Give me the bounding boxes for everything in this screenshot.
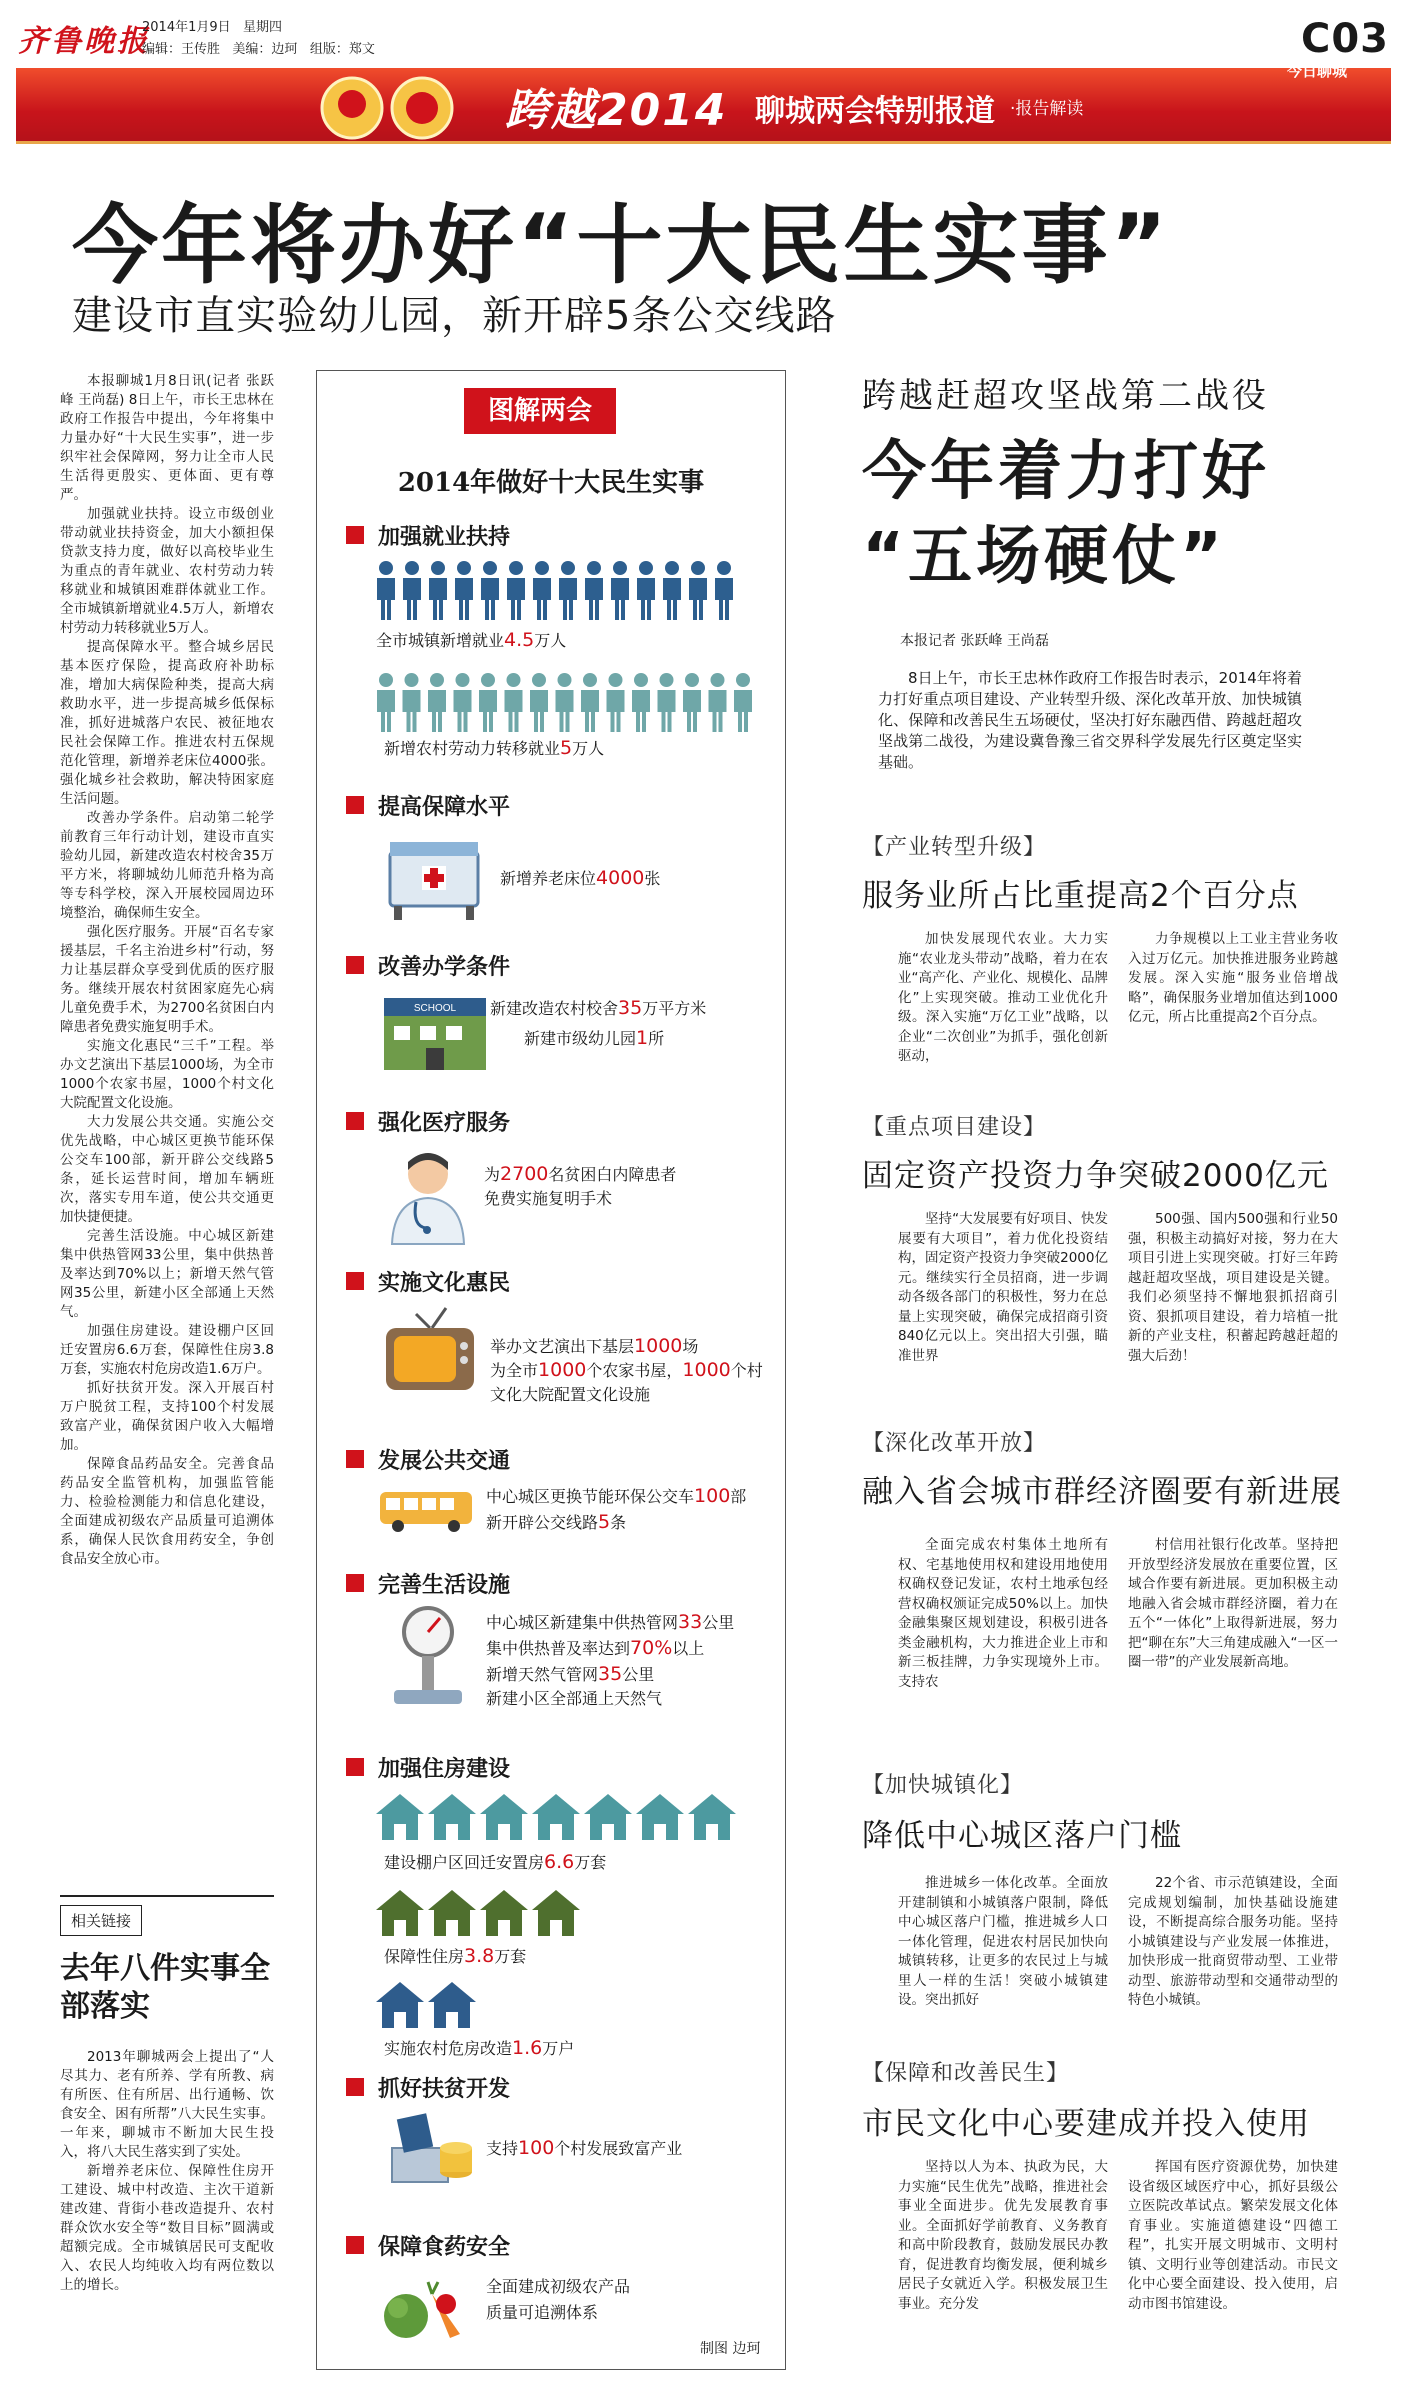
masthead-logo: 齐鲁晚报 bbox=[18, 24, 150, 59]
infographic-item: 为2700名贫困白内障患者 bbox=[484, 1163, 677, 1185]
person-icon bbox=[530, 673, 548, 732]
section-col: 挥国有医疗资源优势，加快建设省级区域医疗中心，抓好县级公立医院改革试点。繁荣发展文化体育事业。实施道德建设“四德工程”，扎实开展文明城市、文明村镇、文明行业等创建活动。市民文化中心要全面建设、投入使用，启动市图书馆建设。 bbox=[1128, 2159, 1338, 2312]
right-title-line1: 今年着力打好 bbox=[862, 435, 1270, 509]
infographic-section-title: 强化医疗服务 bbox=[346, 1106, 510, 1137]
infographic-item: 集中供热普及率达到70%以上 bbox=[486, 1637, 705, 1659]
right-byline: 本报记者 张跃峰 王尚磊 bbox=[900, 633, 1049, 649]
related-body bbox=[60, 2048, 274, 2295]
person-icon bbox=[689, 561, 707, 620]
doctor-icon bbox=[386, 1146, 470, 1246]
section-title: 固定资产投资力争突破2000亿元 bbox=[862, 1158, 1329, 1194]
section-col: 坚持以人为本、执政为民，大力实施“民生优先”战略，推进社会事业全面进步。优先发展教育事业。全面抓好学前教育、义务教育和高中阶段教育，鼓励发展民办教育，促进教育均衡发展，便利城乡居民子女就近入学。积极发展卫生事业。充分发 bbox=[898, 2159, 1108, 2312]
infographic-item: 中心城区更换节能环保公交车100部 bbox=[486, 1485, 747, 1507]
house-icons-blue bbox=[376, 1980, 496, 2030]
person-icon bbox=[637, 561, 655, 620]
person-icon bbox=[455, 561, 473, 620]
related-paragraph: 新增养老床位、保障性住房开工建设、城中村改造、主次干道新建改建、背街小巷改造提升、农村群众饮水安全等“数目目标”圆满或超额完成。全市城镇居民可支配收入、农民人均纯收入均有两位数以上的增长。 bbox=[60, 2163, 274, 2293]
house-icon bbox=[376, 1982, 424, 2028]
infographic-item: 全面建成初级农产品 bbox=[486, 2277, 631, 2296]
section-col: 力争规模以上工业主营业务收入过万亿元。加快推进服务业跨越发展。深入实施“服务业倍增战略”，确保服务业增加值达到1000亿元，所占比重提高2个百分点。 bbox=[1128, 931, 1338, 1025]
left-article bbox=[60, 372, 274, 1569]
house-icon bbox=[688, 1794, 736, 1840]
infographic-section-title: 抓好扶贫开发 bbox=[346, 2072, 510, 2103]
article-paragraph: 加强住房建设。建设棚户区回迁安置房6.6万套，保障性住房3.8万套，实施农村危房改造1.6万户。 bbox=[60, 1323, 274, 1377]
article-paragraph: 抓好扶贫开发。深入开展百村万户脱贫工程，支持100个村发展致富产业，确保贫困户收入大幅增加。 bbox=[60, 1380, 274, 1453]
article-paragraph: 完善生活设施。中心城区新建集中供热管网33公里，集中供热普及率达到70%以上；新增天然气管网35公里，新建小区全部通上天然气。 bbox=[60, 1228, 274, 1320]
section-tag: 【加快城镇化】 bbox=[862, 1773, 1024, 1798]
section-tag: 【深化改革开放】 bbox=[862, 1431, 1047, 1456]
person-icon bbox=[454, 673, 472, 732]
infographic-item: 免费实施复明手术 bbox=[484, 1189, 613, 1208]
television-icon bbox=[380, 1298, 480, 1398]
person-icon bbox=[581, 673, 599, 732]
house-icon bbox=[428, 1982, 476, 2028]
person-icon bbox=[715, 561, 733, 620]
person-icon bbox=[507, 561, 525, 620]
person-icon bbox=[683, 673, 701, 732]
section-title: 融入省会城市群经济圈要有新进展 bbox=[862, 1474, 1342, 1510]
section-body bbox=[898, 2158, 1338, 2314]
section-col: 500强、国内500强和行业50强，积极主动搞好对接，努力在大项目引进上实现突破。打好三年跨越赶超攻坚战，项目建设是关键。我们必须坚持不懈地狠抓招商引资、狠抓项目建设，着力培植一批新的产业支柱，积蓄起跨越赶超的强大后劲！ bbox=[1128, 1211, 1338, 1364]
infographic-section-title: 改善办学条件 bbox=[346, 950, 510, 981]
hospital-bed-icon bbox=[384, 832, 484, 924]
section-body bbox=[898, 1210, 1338, 1366]
banner-tag: ·报告解读 bbox=[1010, 99, 1084, 119]
people-icons-teal bbox=[376, 672, 766, 734]
person-icon bbox=[585, 561, 603, 620]
section-col: 坚持“大发展要有好项目、快发展要有大项目”，着力优化投资结构，固定资产投资力争突破2000亿元。继续实行全员招商，进一步调动各级各部门的积极性，努力在总量上实现突破，确保完成招商引资840亿元以上。突出招大引强，瞄准世界 bbox=[898, 1211, 1108, 1364]
infographic-item: 质量可追溯体系 bbox=[486, 2303, 599, 2322]
infographic-item: 新建市级幼儿园1所 bbox=[524, 1027, 665, 1049]
person-icon bbox=[403, 561, 421, 620]
infographic-section-title: 保障食药安全 bbox=[346, 2230, 510, 2261]
section-col: 村信用社银行化改革。坚持把开放型经济发展放在重要位置，区域合作要有新进展。更加积极主动地融入省会城市群经济圈，着力在五个“一体化”上取得新进展，努力把“聊在东”大三角建成融入“一区一圈一带”的产业发展新高地。 bbox=[1128, 1537, 1338, 1670]
infographic-section-title: 发展公共交通 bbox=[346, 1444, 510, 1475]
infographic-item: 为全市1000个农家书屋，1000个村 bbox=[490, 1359, 763, 1381]
people-icons-blue bbox=[376, 560, 756, 622]
section-col: 全面完成农村集体土地所有权、宅基地使用权和建设用地使用权确权登记发证，农村土地承包经营权确权颁证完成50%以上。加快金融集聚区规划建设，积极引进各类金融机构，大力推进企业上市和新三板挂牌，力争实现境外上市。支持农 bbox=[898, 1537, 1108, 1690]
staff-credits bbox=[142, 38, 375, 57]
infographic-item: 支持100个村发展致富产业 bbox=[486, 2137, 683, 2159]
person-icon bbox=[377, 561, 395, 620]
infographic-item: 新增农村劳动力转移就业5万人 bbox=[384, 737, 605, 759]
house-icon bbox=[376, 1794, 424, 1840]
infographic-item: 新增养老床位4000张 bbox=[500, 867, 661, 889]
school-sign-text: SCHOOL bbox=[413, 1003, 457, 1014]
related-paragraph: 2013年聊城两会上提出了“人尽其力、老有所养、学有所教、病有所医、住有所居、出行通畅、饮食安全、困有所帮”八大民生实事。一年来，聊城市不断加大民生投入，将八大民生落实到了实处。 bbox=[60, 2049, 274, 2160]
section-col: 22个省、市示范镇建设，全面完成规划编制，加快基础设施建设，不断提高综合服务功能。坚持小城镇建设与产业发展一体推进，加快形成一批商贸带动型、工业带动型、旅游带动型和交通带动型的特色小城镇。 bbox=[1128, 1875, 1338, 2008]
article-paragraph: 保障食品药品安全。完善食品药品安全监管机构，加强监管能力、检验检测能力和信息化建设，全面建成初级农产品质量可追溯体系，确保人民饮食用药安全，争创食品安全放心市。 bbox=[60, 1456, 274, 1567]
section-body bbox=[898, 930, 1338, 1067]
infographic-item: 新建小区全部通上天然气 bbox=[486, 1689, 663, 1708]
infographic-section-title: 提高保障水平 bbox=[346, 790, 510, 821]
person-icon bbox=[533, 561, 551, 620]
infographic-section-title: 加强住房建设 bbox=[346, 1752, 510, 1783]
infographic-title: 2014年做好十大民生实事 bbox=[397, 468, 705, 498]
infographic-item: 全市城镇新增就业4.5万人 bbox=[376, 629, 567, 651]
proofreader-credit: 组版：郑文 bbox=[309, 42, 375, 57]
page-number: C03 bbox=[1300, 16, 1389, 62]
person-icon bbox=[611, 561, 629, 620]
article-paragraph: 大力发展公共交通。实施公交优先战略，中心城区更换节能环保公交车100部，新开辟公交线路5条，延长运营时间，增加车辆班次，落实专用车道，使公共交通更加快捷便捷。 bbox=[60, 1114, 274, 1225]
house-icon bbox=[584, 1794, 632, 1840]
section-title: 服务业所占比重提高2个百分点 bbox=[862, 878, 1299, 914]
article-paragraph: 强化医疗服务。开展“百名专家援基层，千名主治进乡村”行动，努力让基层群众享受到优质的医疗服务。继续开展农村贫困家庭先心病儿童免费手术，为2700名贫困白内障患者免费实施复明手术。 bbox=[60, 924, 274, 1035]
section-col: 推进城乡一体化改革。全面放开建制镇和小城镇落户限制，降低中心城区落户门槛，推进城乡人口一体化管理，促进农村居民加快向城镇转移，让更多的农民过上与城里人一样的生活！突破小城镇建设。突出抓好 bbox=[898, 1875, 1108, 2008]
section-body bbox=[898, 1874, 1338, 2011]
section-title: 降低中心城区落户门槛 bbox=[862, 1818, 1182, 1854]
emblem-icons bbox=[318, 72, 468, 144]
section-name: 今日聊城 bbox=[1286, 62, 1347, 80]
related-label: 相关链接 bbox=[60, 1905, 142, 1936]
infographic-badge: 图解两会 bbox=[464, 388, 616, 434]
house-icons-green bbox=[376, 1888, 636, 1938]
right-title-line2: “五场硬仗” bbox=[862, 520, 1227, 594]
person-icon bbox=[505, 673, 523, 732]
article-paragraph: 提高保障水平。整合城乡居民基本医疗保险，提高政府补助标准，增加大病保险种类，提高大病救助水平，进一步提高城乡低保标准，抓好进城落户农民、被征地农民社会保障工作。推进农村五保规范化管理，新增养老床位4000张。强化城乡社会救助，解决特困家庭生活问题。 bbox=[60, 639, 274, 807]
infographic-section-title: 加强就业扶持 bbox=[346, 520, 510, 551]
emblem-center-icon bbox=[338, 90, 366, 118]
infographic-item: 新建改造农村校舍35万平方米 bbox=[490, 997, 707, 1019]
right-kicker: 跨越赶超攻坚战第二战役 bbox=[862, 376, 1269, 416]
related-title: 去年八件实事全部落实 bbox=[60, 1951, 270, 2024]
section-title: 市民文化中心要建成并投入使用 bbox=[862, 2106, 1310, 2142]
vegetables-icon bbox=[376, 2264, 472, 2344]
person-icon bbox=[481, 561, 499, 620]
section-body bbox=[898, 1536, 1338, 1692]
person-icon bbox=[709, 673, 727, 732]
infographic-item: 实施农村危房改造1.6万户 bbox=[384, 2037, 575, 2059]
infographic-item: 建设棚户区回迁安置房6.6万套 bbox=[384, 1851, 607, 1873]
infographic-section-title: 完善生活设施 bbox=[346, 1568, 510, 1599]
infographic-item: 文化大院配置文化设施 bbox=[490, 1385, 651, 1404]
cppcc-center-icon bbox=[406, 92, 438, 124]
person-icon bbox=[403, 673, 421, 732]
house-icon bbox=[532, 1794, 580, 1840]
person-icon bbox=[556, 673, 574, 732]
house-icon bbox=[428, 1794, 476, 1840]
article-paragraph: 实施文化惠民“三千”工程。举办文艺演出下基层1000场，为全市1000个农家书屋，1000个村文化大院配置文化设施。 bbox=[60, 1038, 274, 1111]
gauge-pipe-icon bbox=[386, 1604, 470, 1724]
designer-credit: 美编：边珂 bbox=[232, 42, 298, 57]
bus-icon bbox=[376, 1486, 476, 1534]
house-icon bbox=[480, 1794, 528, 1840]
article-paragraph: 改善办学条件。启动第二轮学前教育三年行动计划，建设市直实验幼儿园，新建改造农村校舍35万平方米，将聊城幼儿师范升格为高等专科学校，深入开展校园周边环境整治，确保师生安全。 bbox=[60, 810, 274, 921]
banner-subtitle: 聊城两会特别报道 bbox=[755, 94, 995, 129]
date-text: 2014年1月9日 bbox=[142, 20, 231, 35]
person-icon bbox=[479, 673, 497, 732]
school-building-icon bbox=[380, 994, 490, 1074]
house-icon bbox=[532, 1890, 580, 1936]
article-paragraph: 加强就业扶持。设立市级创业带动就业扶持资金，加大小额担保贷款支持力度，做好以高校毕业生为重点的青年就业、农村劳动力转移就业和城镇困难群体就业工作。全市城镇新增就业4.5万人，新增农村劳动力转移就业5万人。 bbox=[60, 506, 274, 636]
person-icon bbox=[658, 673, 676, 732]
page-subheadline: 建设市直实验幼儿园，新开辟5条公交线路 bbox=[72, 293, 837, 339]
person-icon bbox=[377, 673, 395, 732]
house-icon bbox=[480, 1890, 528, 1936]
banner-title: 跨越2014 bbox=[505, 85, 728, 136]
weekday-text: 星期四 bbox=[243, 20, 283, 35]
section-col: 加快发展现代农业。大力实施“农业龙头带动”战略，着力在农业“高产化、产业化、规模化、品牌化”上实现突破。推动工业优化升级。深入实施“万亿工业”战略，以企业“二次创业”为抓手，强化创新驱动， bbox=[898, 931, 1108, 1064]
section-tag: 【保障和改善民生】 bbox=[862, 2061, 1070, 2086]
infographic-item: 新增天然气管网35公里 bbox=[486, 1663, 655, 1685]
person-icon bbox=[607, 673, 625, 732]
infographic-item: 举办文艺演出下基层1000场 bbox=[490, 1335, 699, 1357]
editor-credit: 编辑：王传胜 bbox=[142, 42, 221, 57]
issue-date bbox=[142, 16, 282, 35]
related-link-box bbox=[60, 1895, 274, 2295]
house-icon bbox=[376, 1890, 424, 1936]
person-icon bbox=[428, 673, 446, 732]
house-icons-teal bbox=[376, 1792, 746, 1842]
person-icon bbox=[429, 561, 447, 620]
money-stack-icon bbox=[384, 2108, 480, 2188]
section-tag: 【重点项目建设】 bbox=[862, 1115, 1047, 1140]
person-icon bbox=[663, 561, 681, 620]
infographic-item: 中心城区新建集中供热管网33公里 bbox=[486, 1611, 735, 1633]
page-headline: 今年将办好“十大民生实事” bbox=[72, 196, 1171, 296]
person-icon bbox=[734, 673, 752, 732]
infographic-section-title: 实施文化惠民 bbox=[346, 1266, 510, 1297]
infographic-item: 保障性住房3.8万套 bbox=[384, 1945, 527, 1967]
infographic-credit: 制图 边珂 bbox=[700, 2341, 761, 2357]
infographic-item: 新开辟公交线路5条 bbox=[486, 1511, 627, 1533]
person-icon bbox=[559, 561, 577, 620]
house-icon bbox=[636, 1794, 684, 1840]
house-icon bbox=[428, 1890, 476, 1936]
person-icon bbox=[632, 673, 650, 732]
right-intro: 8日上午，市长王忠林作政府工作报告时表示，2014年将着力打好重点项目建设、产业转型升级、深化改革开放、加快城镇化、保障和改善民生五场硬仗，坚决打好东融西借、跨越赶超攻坚战第二战役，为建设冀鲁豫三省交界科学发展先行区奠定坚实基础。 bbox=[878, 669, 1302, 771]
section-tag: 【产业转型升级】 bbox=[862, 835, 1047, 860]
article-paragraph: 本报聊城1月8日讯(记者 张跃峰 王尚磊) 8日上午，市长王忠林在政府工作报告中提出，今年将集中力量办好“十大民生实事”，进一步织牢社会保障网，努力让全市人民生活得更殷实、更体面、更有尊严。 bbox=[60, 373, 274, 503]
